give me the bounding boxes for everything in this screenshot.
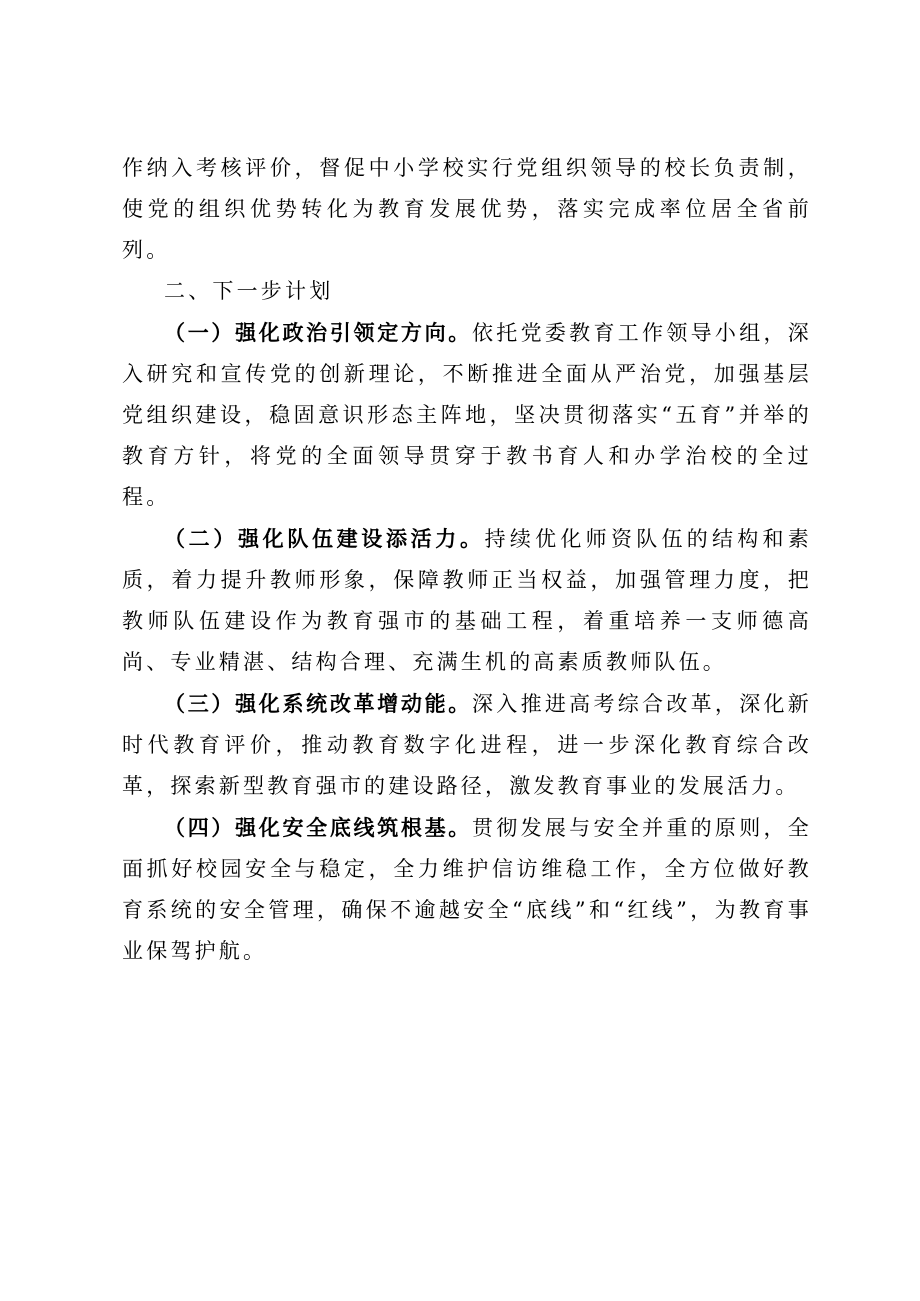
plan-item-1-title: （一）强化政治引领定方向。 — [164, 320, 472, 345]
intro-paragraph: 作纳入考核评价，督促中小学校实行党组织领导的校长负责制，使党的组织优势转化为教育发展优势，落实完成率位居全省前列。 — [122, 156, 812, 262]
plan-item-3-body: 深入推进高考综合改革，深化新时代教育评价，推动教育数字化进程，进一步深化教育综合改革，探索新型教育强市的建设路径，激发教育事业的发展活力。 — [122, 692, 812, 798]
plan-item-4-body: 贯彻发展与安全并重的原则，全面抓好校园安全与稳定，全力维护信访维稳工作，全方位做好教育系统的安全管理，确保不逾越安全“底线”和“红线”，为教育事业保驾护航。 — [122, 816, 812, 963]
plan-item-1-body: 依托党委教育工作领导小组，深入研究和宣传党的创新理论，不断推进全面从严治党，加强基层党组织建设，稳固意识形态主阵地，坚决贯彻落实“五育”并举的教育方针，将党的全面领导贯穿于教书育人和办学治校的全过程。 — [122, 321, 812, 509]
plan-item-3 — [122, 683, 812, 807]
plan-item-4 — [122, 807, 812, 972]
plan-item-2-body: 持续优化师资队伍的结构和素质，着力提升教师形象，保障教师正当权益，加强管理力度，把教师队伍建设作为教育强市的基础工程，着重培养一支师德高尚、专业精湛、结构合理、充满生机的高素质教师队伍。 — [122, 527, 812, 674]
plan-item-1 — [122, 312, 812, 518]
plan-item-2-title: （二）强化队伍建设添活力。 — [164, 526, 485, 551]
plan-item-3-title: （三）强化系统改革增动能。 — [164, 691, 472, 716]
plan-item-4-title: （四）强化安全底线筑根基。 — [164, 815, 472, 840]
plan-item-2 — [122, 518, 812, 683]
section-heading-next-plan: 二、下一步计划 — [164, 279, 334, 303]
document-page — [122, 148, 812, 972]
